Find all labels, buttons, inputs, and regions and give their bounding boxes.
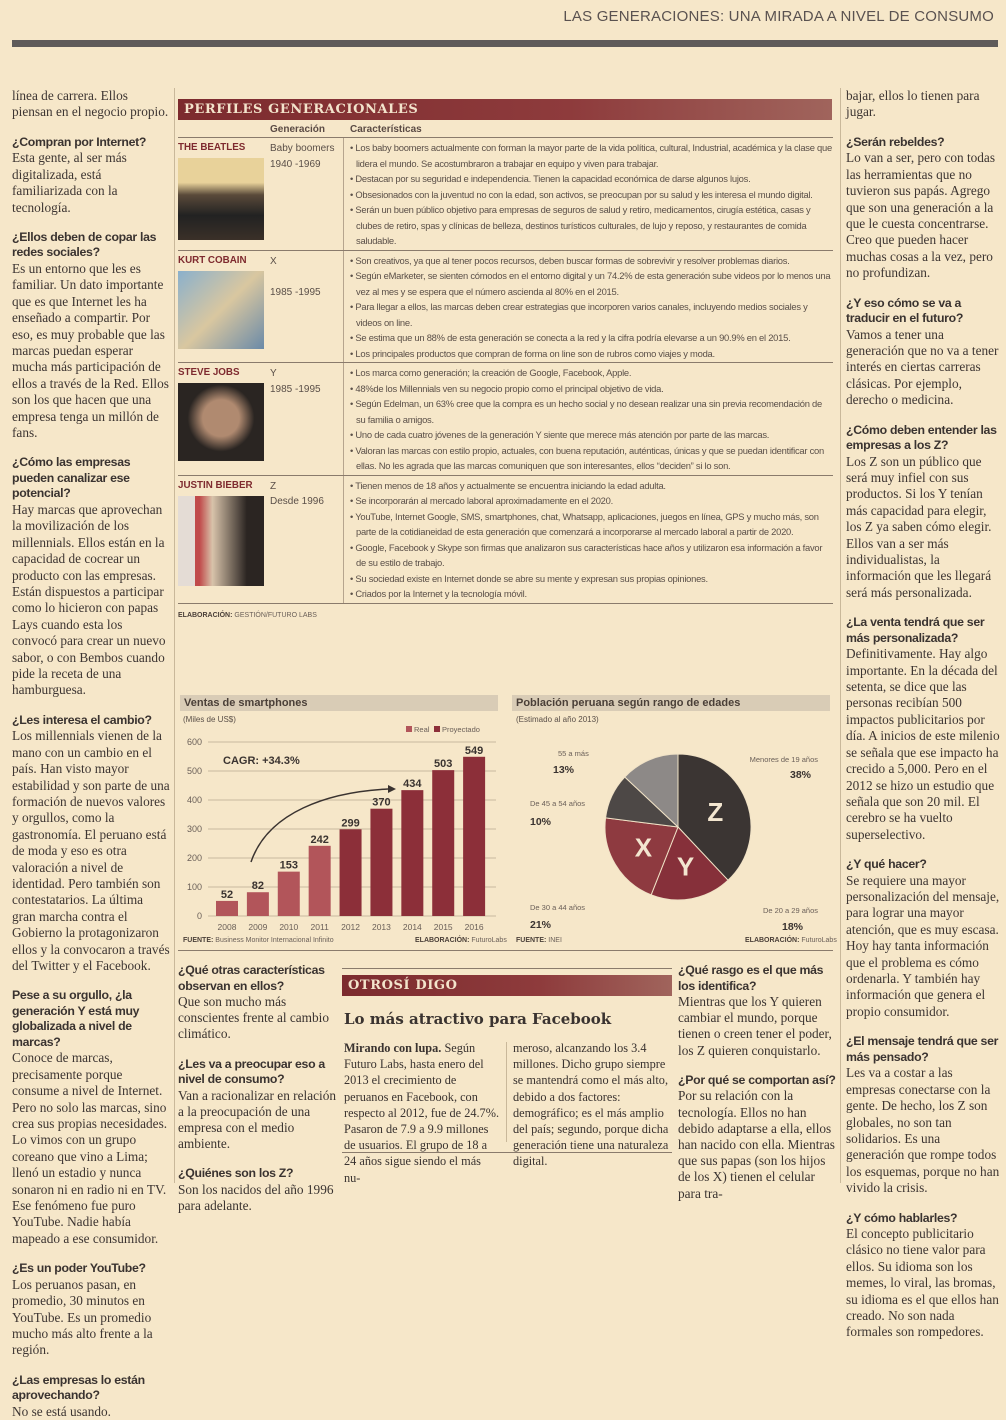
- profile-name: JUSTIN BIEBER: [178, 479, 253, 491]
- answer: Hay marcas que aprovechan la movilización de los millennials. Ellos están en la capacidad de cocrear un producto con las empresas. Están dispuestos a participar como lo hicieron con papas Lays cuando esta los convocó para crear un nuevo sabor, o con Bembos cuando pide la receta de una hamburguesa.: [12, 501, 166, 698]
- characteristic-item: • 48%de los Millennials ven su negocio propio como el principal objetivo de vida.: [350, 381, 833, 397]
- answer: bajar, ellos lo tienen para jugar.: [846, 88, 980, 120]
- x-tick-label: 2008: [217, 922, 237, 932]
- bar-value-label: 299: [341, 817, 360, 830]
- col-characteristics: Características: [350, 124, 422, 135]
- divider: [178, 950, 833, 951]
- characteristic-item: • Valoran las marcas con estilo propio, actuales, con buena reputación, auténticas, únicas y que se puedan identificar con ellas. No les agrada que las marcas comuniquen que son interesantes, ellos “deciden” si lo son.: [350, 443, 833, 474]
- pie-chart-subtitle: (Estimado al año 2013): [516, 715, 599, 724]
- column-divider: [506, 1042, 507, 1142]
- question: ¿Cómo deben entender las empresas a los Z?: [846, 422, 997, 453]
- answer: Los peruanos pasan, en promedio, 30 minutos en YouTube. Es un promedio mucho más alto frente a la región.: [12, 1276, 153, 1358]
- question: ¿Es un poder YouTube?: [12, 1261, 146, 1276]
- otrosi-col2: meroso, alcanzando los 3.4 millones. Dicho grupo siempre se mantendrá como el más alto, debido a dos factores: demográfico; es el más amplio del país; segundo, porque dicha generación tiene una naturaleza digital.: [513, 1041, 669, 1169]
- characteristic-item: • Destacan por su seguridad e independencia. Tienen la capacidad económica de darse algunos lujos.: [350, 171, 833, 187]
- x-tick-label: 2011: [310, 922, 329, 932]
- question: ¿Las empresas lo están aprovechando?: [12, 1372, 145, 1403]
- characteristic-item: • Según eMarketer, se sienten cómodos en el entorno digital y un 74.2% de esta generación sube videos por lo menos una vez al mes y se espera que el número ascienda al 80% en el 2015.: [350, 268, 833, 299]
- answer: Mientras que los Y quieren cambiar el mundo, porque tienen o creen tener el poder, los Z quieren conquistarlo.: [678, 994, 832, 1058]
- question: ¿Por qué se comportan así?: [678, 1072, 836, 1087]
- characteristic-item: • Según Edelman, un 63% cree que la compra es un hecho social y no desean realizar una sin previa recomendación de su familia o amigos.: [350, 396, 833, 427]
- answer: El concepto publicitario clásico no tiene valor para ellos. Su idioma son los memes, lo viral, las bromas, su idioma es el que ellos han creado. No son nada formales son rompedores.: [846, 1226, 999, 1340]
- answer: Van a racionalizar en relación a la preocupación de una empresa con el medio ambiente.: [178, 1087, 336, 1152]
- generation-years: 1985 -1995: [270, 287, 321, 298]
- generation-letter: X: [634, 832, 653, 863]
- bar-value-label: 549: [464, 744, 484, 757]
- answer: Lo van a ser, pero con todas las herramientas que no tuvieron sus papás. Agrego que son una generación a la que le cuesta concentrarse. Creo que pueden hacer muchas cosas a la vez, pero no profundizan.: [846, 150, 996, 281]
- x-tick-label: 2010: [279, 922, 299, 932]
- characteristic-item: • Los baby boomers actualmente con forman la mayor parte de la vida política, cultural, Industrial, académica y la clase que lidera el mundo. Se acostumbraron a trabajar en equipo y viven para trabajar.: [350, 140, 833, 171]
- question: Pese a su orgullo, ¿la generación Y está muy globalizada a nivel de marcas?: [12, 988, 140, 1049]
- right-column: [846, 88, 1001, 1341]
- legend-label: Real: [414, 725, 430, 734]
- column-divider: [840, 88, 841, 1183]
- question: ¿El mensaje tendrá que ser más pensado?: [846, 1034, 999, 1064]
- slice-value: 13%: [553, 764, 575, 776]
- characteristic-item: • Los principales productos que compran de forma on line son de rubros como viajes y moda.: [350, 346, 833, 362]
- bar: [216, 901, 238, 916]
- answer: Es un entorno que les es familiar. Un dato importante que es que Internet les ha enseñado a compartir. Por eso, es muy probable que las marcas puedan esperar mucha más participación de ellos a través de la Red. Ellos son los que hacen que una empresa tenga un millón de fans.: [12, 260, 169, 440]
- answer: Los Z son un público que será muy infiel con sus productos. Si los Y tenían más capacidad para elegir, los Z ya saben cómo elegir. Ellos van a ser más individualistas, la información que les llegará será más personalizada.: [846, 453, 992, 600]
- bar: [278, 872, 300, 916]
- characteristic-item: • Su sociedad existe en Internet donde se abre su mente y expresan sus propias opiniones.: [350, 571, 833, 587]
- bar-value-label: 52: [220, 888, 234, 901]
- profile-photo: [178, 383, 264, 461]
- profile-photo: [178, 158, 264, 240]
- pie-chart-credit: ELABORACIÓN: FuturoLabs: [745, 937, 837, 944]
- bar: [432, 770, 454, 916]
- profile-name: KURT COBAIN: [178, 254, 247, 266]
- bar-value-label: 153: [279, 859, 298, 872]
- generation-years: 1940 -1969: [270, 158, 321, 170]
- question: ¿Qué otras características observan en ellos?: [178, 963, 325, 993]
- y-tick-label: 500: [186, 766, 202, 776]
- section-header: LAS GENERACIONES: UNA MIRADA A NIVEL DE CONSUMO: [563, 8, 994, 25]
- bar-value-label: 82: [251, 880, 265, 893]
- header-rule: [12, 40, 998, 47]
- column-divider: [174, 88, 175, 1183]
- answer: Conoce de marcas, precisamente porque consume a nivel de Internet. Pero no solo las marcas, sino crea sus propias necesidades. Lo vimos con un grupo coreano que vino a Lima; llenó un estadio y nunca sonaron ni en radio ni en TV. Ese fenómeno fue puro YouTube. Nadie había mapeado a ese consumidor.: [12, 1050, 168, 1246]
- y-tick-label: 0: [196, 911, 202, 921]
- bar-chart-source: FUENTE: Business Monitor Internacional Infinito: [183, 937, 334, 944]
- bar-chart: [178, 712, 500, 934]
- answer: Por su relación con la tecnología. Ellos no han debido adaptarse a ella, ellos han nacido con ella. Mientras que sus papas (son los hijos de los X) tienen el celular para tra-: [678, 1088, 835, 1201]
- question: ¿Quiénes son los Z?: [178, 1166, 294, 1181]
- answer: Son los nacidos del año 1996 para adelante.: [178, 1181, 334, 1214]
- pie-chart-title: Población peruana según rango de edades: [512, 695, 830, 711]
- question: ¿Les interesa el cambio?: [12, 712, 152, 727]
- question: ¿Serán rebeldes?: [846, 134, 945, 149]
- table-row: [178, 363, 833, 476]
- characteristic-item: • Obsesionados con la juventud no con la edad, son activos, se preocupan por su salud y les interesa el mundo digital.: [350, 187, 833, 203]
- profiles-banner: PERFILES GENERACIONALES: [178, 99, 832, 120]
- question: ¿Qué rasgo es el que más los identifica?: [678, 963, 824, 993]
- bar: [247, 892, 269, 916]
- bar: [463, 757, 485, 916]
- question: ¿Compran por Internet?: [12, 134, 147, 149]
- bottom-right-qa: [678, 963, 836, 1202]
- question: ¿Ellos deben de copar las redes sociales?: [12, 229, 157, 260]
- otrosi-headline: Lo más atractivo para Facebook: [344, 1010, 612, 1028]
- characteristic-item: • YouTube, Internet Google, SMS, smartphones, chat, Whatsapp, aplicaciones, juegos en línea, GPS y mucho más, son parte de la cotidianeidad de esta generación que comenzará a incorporarse al mercado laboral a partir de 2020.: [350, 509, 833, 540]
- question: ¿Y qué hacer?: [846, 857, 927, 872]
- answer: Los millennials vienen de la mano con un cambio en el país. Han visto mayor estabilidad y son parte de una formación de nuevos valores y orgullos, como la gastronomía. El peruano está de moda y eso es otra valoración a nivel de identidad. Pero también son contestatarios. La última gran marcha contra el Gobierno la protagonizaron ellos y la convocaron a través del Twitter y el Facebook.: [12, 728, 170, 973]
- characteristic-item: • Los marca como generación; la creación de Google, Facebook, Apple.: [350, 365, 833, 381]
- characteristic-item: • Se estima que un 88% de esta generación se conecta a la red y la cifra podría elevarse a un 90.9% en el 2015.: [350, 330, 833, 346]
- legend-swatch: [434, 726, 440, 732]
- characteristic-item: • Google, Facebook y Skype son firmas que analizaron sus características hace años y utilizaron esa información a favor de su estilo de trabajo.: [350, 540, 833, 571]
- arrow-head-icon: [388, 785, 396, 793]
- bar: [401, 790, 423, 916]
- profiles-table: [178, 120, 833, 619]
- answer: Les va a costar a las empresas conectarse con la gente. De hecho, los Z son globales, no son tan solidarios. Es una generación que rompe todos los esquemas, porque no han vivido la crisis.: [846, 1065, 1000, 1196]
- x-tick-label: 2015: [433, 922, 453, 932]
- generation-letter: Y: [676, 851, 695, 882]
- bottom-left-qa: [178, 963, 336, 1214]
- answer: Vamos a tener una generación que no va a tener interés en ciertas carreras clásicas. Por ejemplo, derecho o medicina.: [846, 326, 999, 408]
- characteristic-item: • Se incorporarán al mercado laboral aproximadamente en el 2020.: [350, 493, 833, 509]
- legend-swatch: [406, 726, 412, 732]
- question: ¿Y eso cómo se va a traducir en el futuro?: [846, 295, 964, 326]
- characteristic-item: • Uno de cada cuatro jóvenes de la generación Y siente que merece más atención por parte de las marcas.: [350, 427, 833, 443]
- bar-value-label: 434: [403, 778, 422, 791]
- generation-label: Baby boomers: [270, 143, 335, 154]
- y-tick-label: 300: [186, 824, 202, 834]
- profile-name: STEVE JOBS: [178, 367, 240, 378]
- divider: [342, 1152, 672, 1153]
- bar: [309, 846, 331, 916]
- otrosi-col1: Mirando con lupa. Según Futuro Labs, hasta enero del 2013 el crecimiento de peruanos en Facebook, con respecto al 2012, fue de 24.7%. Pasaron de 7.9 a 9.9 millones de usuarios. El grupo de 18 a 24 años sigue siendo el más nu-: [344, 1041, 500, 1185]
- answer: Se requiere una mayor personalización del mensaje, para lograr una mayor atención, que es muy escasa. Hoy hay tanta información que el problema es cómo ordenarla. Y también hay información que genera el propio consumidor.: [846, 872, 1000, 1019]
- answer: No se está usando.: [12, 1403, 111, 1419]
- characteristic-item: • Tienen menos de 18 años y actualmente se encuentra iniciando la edad adulta.: [350, 478, 833, 494]
- answer: Definitivamente. Hay algo importante. En la década del setenta, se dice que las personas recibían 500 impactos publicitarios por día. A inicios de este milenio se señala que ese impacto ha crecido a 5,000. Pero en el 2012 se hizo un estudio que señala que son 20 mil. El cerebro se ha vuelto superselectivo.: [846, 646, 1000, 842]
- slice-value: 18%: [781, 921, 803, 933]
- col-generation: Generación: [270, 124, 326, 135]
- answer: Esta gente, al ser más digitalizada, está familiarizada con la tecnología.: [12, 150, 127, 215]
- generation-years: 1985 -1995: [270, 383, 321, 395]
- generation-label: Y: [270, 368, 277, 379]
- generation-years: Desde 1996: [270, 496, 324, 507]
- legend-label: Proyectado: [442, 725, 480, 734]
- answer: línea de carrera. Ellos piensan en el negocio propio.: [12, 88, 169, 120]
- bar-chart-title: Ventas de smartphones: [180, 695, 498, 711]
- question: ¿Cómo las empresas pueden canalizar ese potencial?: [12, 455, 131, 501]
- characteristic-item: • Serán un buen público objetivo para empresas de seguros de salud y retiro, medicamentos, cirugía estética, casas y clubes de retiro, spas y clínicas de belleza, destinos turísticos culturales, de lujo y reposo, y restaurantes de comida saludable.: [350, 202, 833, 249]
- bar-chart-ylabel: (Miles de US$): [183, 715, 236, 724]
- bar-value-label: 503: [434, 758, 453, 771]
- generation-label: Z: [270, 480, 277, 492]
- divider: [342, 968, 672, 969]
- slice-label: De 30 a 44 años: [530, 903, 586, 912]
- pie-chart-source: FUENTE: INEI: [516, 937, 562, 944]
- bar: [340, 829, 362, 916]
- slice-value: 38%: [789, 769, 811, 781]
- table-row: [178, 138, 833, 251]
- slice-label: De 20 a 29 años: [762, 906, 818, 915]
- question: ¿Y cómo hablarles?: [846, 1210, 958, 1225]
- characteristic-item: • Son creativos, ya que al tener pocos recursos, deben buscar formas de sobrevivir y resolver problemas diarios.: [350, 253, 833, 269]
- slice-value: 21%: [530, 919, 552, 931]
- bar-chart-credit: ELABORACIÓN: FuturoLabs: [415, 937, 507, 944]
- bar-value-label: 370: [372, 796, 391, 809]
- x-tick-label: 2013: [371, 922, 391, 932]
- generation-label: X: [270, 255, 277, 267]
- y-tick-label: 400: [186, 795, 202, 805]
- otrosi-banner: OTROSÍ DIGO: [342, 975, 672, 996]
- x-tick-label: 2014: [402, 922, 422, 932]
- profile-name: THE BEATLES: [178, 142, 246, 153]
- slice-label: De 45 a 54 años: [530, 799, 586, 808]
- profile-photo: [178, 496, 264, 586]
- x-tick-label: 2016: [464, 922, 484, 932]
- characteristic-item: • Para llegar a ellos, las marcas deben crear estrategias que incorporen varios canales, incluyendo medios sociales y videos on line.: [350, 299, 833, 330]
- question: ¿La venta tendrá que ser más personalizada?: [846, 615, 985, 645]
- question: ¿Les va a preocupar eso a nivel de consumo?: [178, 1056, 325, 1087]
- slice-label: 55 a más: [558, 749, 589, 758]
- characteristic-item: • Criados por la Internet y la tecnología móvil.: [350, 586, 833, 602]
- pie-chart: [508, 730, 834, 935]
- left-column: [12, 88, 170, 1420]
- x-tick-label: 2012: [341, 922, 361, 932]
- profile-photo: [178, 271, 264, 349]
- y-tick-label: 100: [186, 882, 202, 892]
- generation-letter: Z: [707, 797, 724, 828]
- x-tick-label: 2009: [248, 922, 268, 932]
- bar: [370, 809, 392, 916]
- answer: Que son mucho más conscientes frente al cambio climático.: [178, 994, 329, 1042]
- y-tick-label: 200: [186, 853, 202, 863]
- slice-value: 10%: [530, 816, 552, 828]
- cagr-annotation: CAGR: +34.3%: [223, 755, 300, 767]
- slice-label: Menores de 19 años: [749, 755, 818, 764]
- bar-value-label: 242: [310, 833, 329, 846]
- table-row: [178, 251, 833, 364]
- y-tick-label: 600: [186, 737, 202, 747]
- profiles-credit: ELABORACIÓN: GESTIÓN/FUTURO LABS: [178, 611, 317, 619]
- table-row: [178, 476, 833, 604]
